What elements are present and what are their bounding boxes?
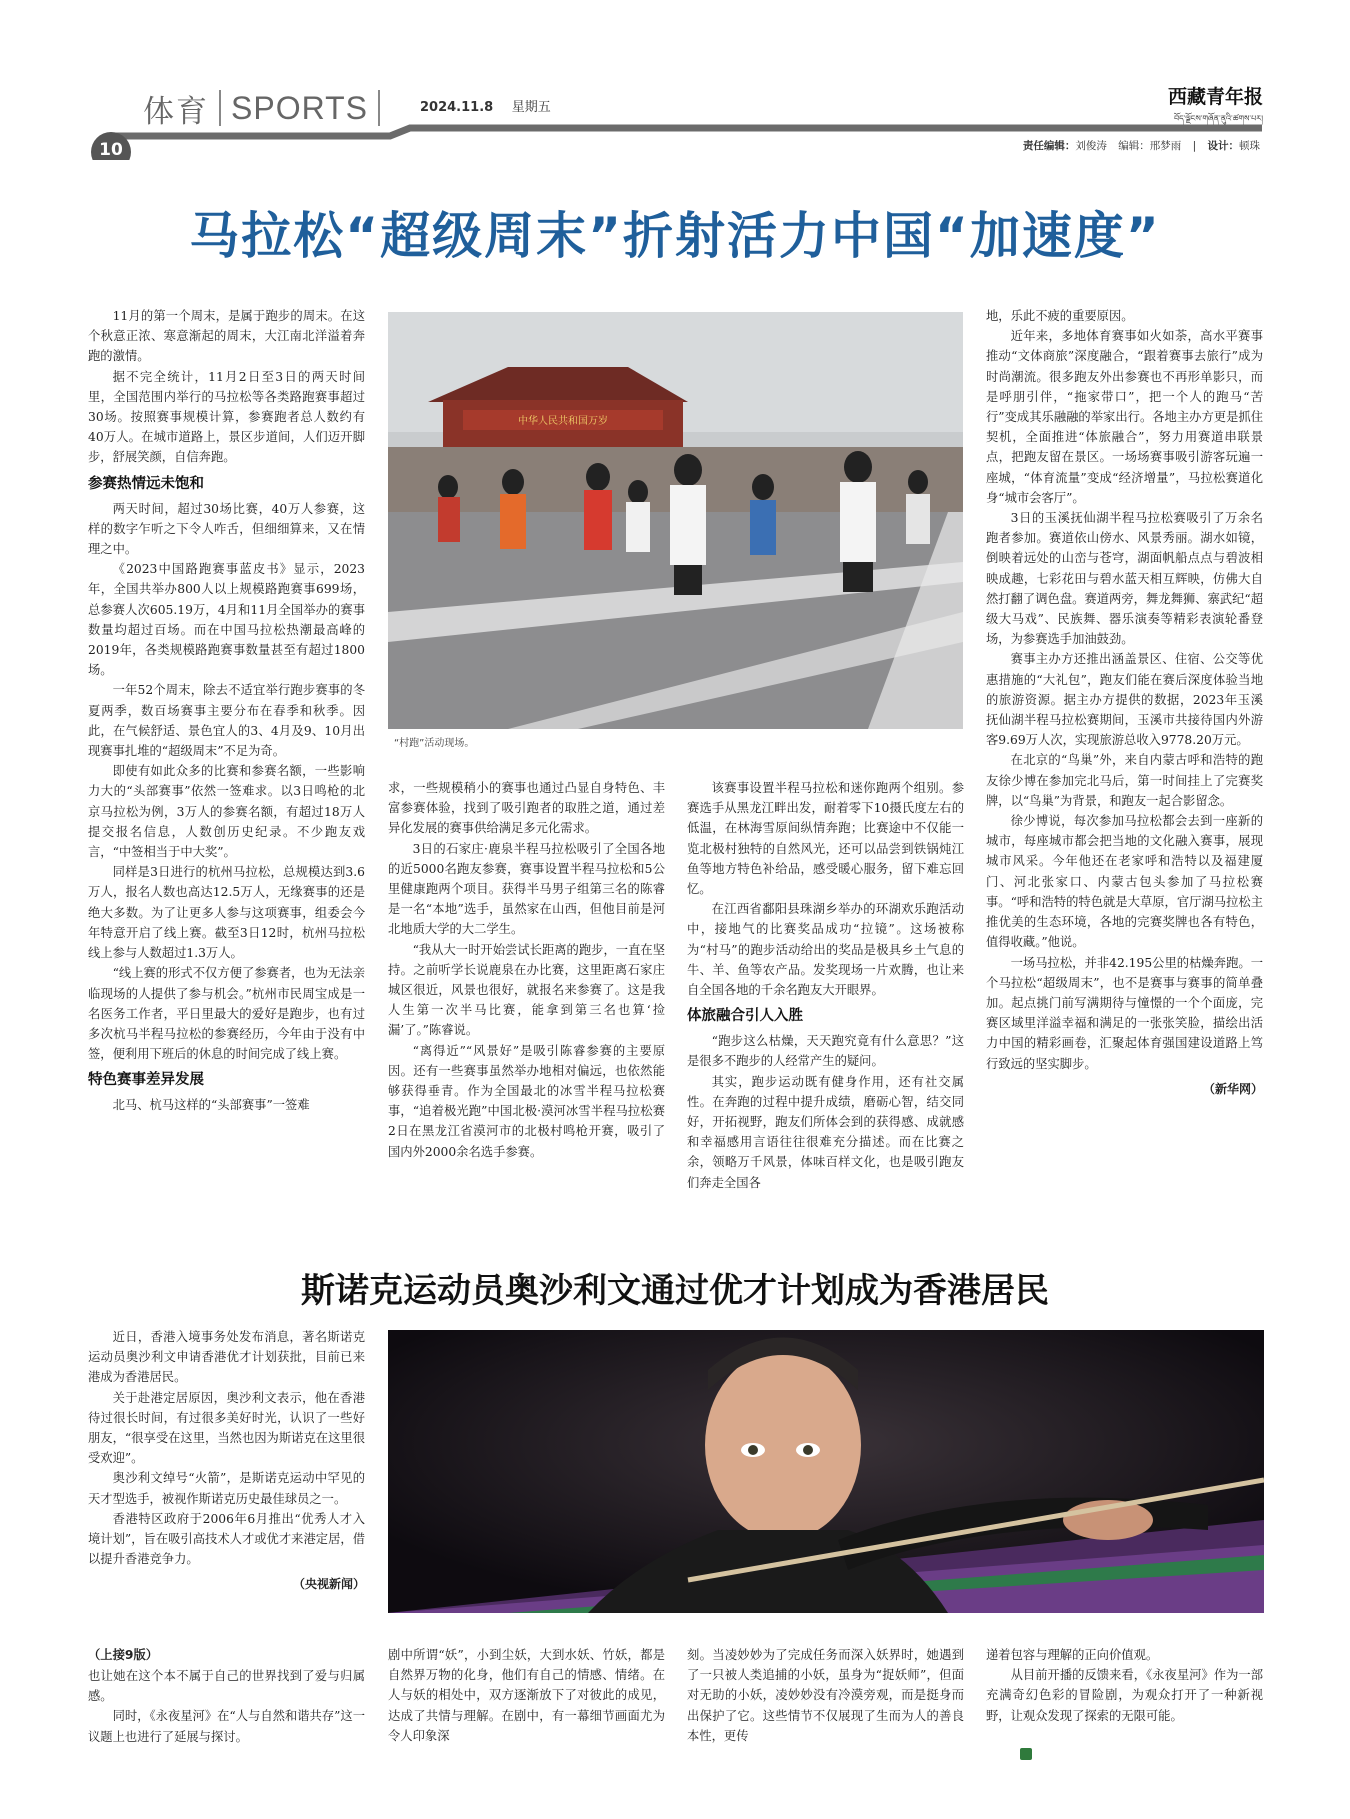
section-subhead: 体旅融合引人入胜 — [687, 1008, 803, 1025]
a3col4-body — [986, 1645, 1263, 1726]
paragraph: 赛事主办方还推出涵盖景区、住宿、公交等优惠措施的“大礼包”，跑友们能在赛后深度体验当地的旅游资源。据主办方提供的数据，2023年玉溪抚仙湖半程马拉松赛期间，玉溪市共接待国内外游客9.69万人次，实现旅游总收入9778.20万元。 — [986, 652, 1263, 748]
paragraph: 该赛事设置半程马拉松和迷你跑两个组别。参赛选手从黑龙江畔出发，耐着零下10摄氏度左右的低温，在林海雪原间纵情奔跑；比赛途中不仅能一览北极村独特的自然风光，还可以品尝到铁锅炖江鱼等地方特色补给品，感受暖心服务，留下难忘回忆。 — [687, 781, 964, 897]
paragraph: 3日的玉溪抚仙湖半程马拉松赛吸引了万余名跑者参加。赛道依山傍水、风景秀丽。湖水如镜，倒映着远处的山峦与苍穹，湖面帆船点点与碧波相映成趣，七彩花田与碧水蓝天相互辉映，仿佛大自然打翻了调色盘。赛道两旁，舞龙舞狮、寨武纪“超级大马戏”、民族舞、器乐演奏等精彩表演轮番登场，为参赛选手加油鼓劲。 — [986, 511, 1263, 647]
col4-body — [986, 306, 1263, 1074]
paragraph: 刻。当凌妙妙为了完成任务而深入妖界时，她遇到了一只被人类追捕的小妖，虽身为“捉妖师”，但面对无助的小妖，凌妙妙没有冷漠旁观，而是挺身而出保护了它。这些情节不仅展现了生而为人的善良本性，更传 — [687, 1648, 964, 1743]
paragraph: 从目前开播的反馈来看，《永夜星河》作为一部充满奇幻色彩的冒险剧，为观众打开了一种新视野，让观众发现了探索的无限可能。 — [986, 1668, 1263, 1723]
editor-label: 责任编辑： — [1022, 140, 1076, 152]
masthead — [1163, 82, 1263, 132]
paragraph: 香港特区政府于2006年6月推出“优秀人才入境计划”，旨在吸引高技术人才或优才来港定居，借以提升香港竞争力。 — [88, 1511, 365, 1567]
col2-body — [388, 778, 665, 1162]
paragraph: 同样是3日进行的杭州马拉松，总规模达到3.6万人，报名人数也高达12.5万人，无缘赛事的还是绝大多数。为了让更多人参与这项赛事，组委会今年特意开启了线上赛。截至3日12时，杭州马拉松线上参与人数超过1.3万人。 — [88, 865, 365, 961]
section-en: SPORTS — [231, 89, 368, 126]
article1-col4 — [986, 306, 1263, 1097]
paragraph: 一年52个周末，除去不适宜举行跑步赛事的冬夏两季，数百场赛事主要分布在春季和秋季。因此，在气候舒适、景色宜人的3、4月及9、10月出现赛事扎堆的“超级周末”不足为奇。 — [88, 683, 365, 759]
paragraph: 递着包容与理解的正向价值观。 — [986, 1648, 1159, 1662]
section-cn: 体育 — [143, 93, 209, 130]
editor2-label: 编辑： — [1118, 140, 1150, 152]
continued-label: （上接9版） — [88, 1648, 159, 1662]
article1-headline: 马拉松“超级周末”折射活力中国“加速度” — [189, 207, 1161, 265]
paragraph: “跑步这么枯燥，天天跑究竟有什么意思？”这是很多不跑步的人经常产生的疑问。 — [687, 1034, 964, 1069]
end-mark-icon — [1020, 1748, 1032, 1760]
paper-name: 西藏青年报 — [1167, 86, 1263, 108]
paragraph: 求，一些规模稍小的赛事也通过凸显自身特色、丰富参赛体验，找到了吸引跑者的取胜之道，通过差异化发展的赛事供给满足多元化需求。 — [388, 781, 665, 836]
article3-col1 — [88, 1666, 365, 1747]
col3-body — [687, 778, 964, 1193]
article1-col1 — [88, 306, 365, 1116]
weekday: 星期五 — [511, 100, 551, 115]
article2-text — [88, 1327, 365, 1592]
paragraph: 3日的石家庄·鹿泉半程马拉松吸引了全国各地的近5000名跑友参赛，赛事设置半程马拉松和5公里健康跑两个项目。获得半马男子组第三名的陈睿是一名“本地”选手，虽然家在山西，但他目前是河北地质大学的大二学生。 — [388, 841, 665, 937]
paper-name-tibetan: བོད་ལྗོངས་གཞོན་ནུའི་ཚགས་པར། — [1174, 114, 1263, 123]
section-subhead: 特色赛事差异发展 — [88, 1072, 204, 1089]
paragraph: 在江西省鄱阳县珠湖乡举办的环湖欢乐跑活动中，接地气的比赛奖品成功“拉镜”。这场被称为“村马”的跑步活动给出的奖品是极具乡土气息的牛、羊、鱼等农产品。发奖现场一片欢腾，也让来自全国各地的千余名跑友大开眼界。 — [687, 902, 964, 998]
paragraph: 据不完全统计，11月2日至3日的两天时间里，全国范围内举行的马拉松等各类路跑赛事超过30场。按照赛事规模计算，参赛跑者总人数约有40万人。在城市道路上，景区步道间，人们迈开脚步，舒展笑颜，自信奔跑。 — [88, 369, 365, 465]
date: 2024.11.8 — [420, 100, 494, 115]
paragraph: 近日，香港入境事务处发布消息，著名斯诺克运动员奥沙利文申请香港优才计划获批，目前已来港成为香港居民。 — [88, 1330, 365, 1385]
paragraph: “线上赛的形式不仅方便了参赛者，也为无法亲临现场的人提供了参与机会。”杭州市民周宝成是一名医务工作者，平日里最大的爱好是跑步，也有过多次杭马半程马拉松的参赛经历，今年由于没有中签，便利用下班后的休息的时间完成了线上赛。 — [88, 966, 365, 1062]
designer: 顿珠 — [1239, 140, 1260, 152]
photo-banner: 中华人民共和国万岁 — [518, 416, 608, 427]
a3col3-body — [687, 1645, 964, 1746]
col1-body — [88, 306, 365, 1116]
paragraph: 徐少博说，每次参加马拉松都会去到一座新的城市，每座城市都会把当地的文化融入赛事，展现城市风采。今年他还在老家呼和浩特以及福建厦门、河北张家口、内蒙古包头参加了马拉松赛事。“呼和浩特的特色就是大草原，官厅湖马拉松主推优美的生态环境，各地的完赛奖牌也各有特色，值得收藏。”他说。 — [986, 814, 1263, 950]
photo-caption: “村跑”活动现场。 — [394, 738, 475, 749]
editor2: 邢梦雨 — [1149, 140, 1182, 152]
article3-col2 — [388, 1645, 665, 1746]
paragraph: 同时，《永夜星河》在“人与自然和谐共存”这一议题上也进行了延展与探讨。 — [88, 1709, 365, 1744]
paragraph: 北马、杭马这样的“头部赛事”一签难 — [112, 1098, 310, 1113]
article2-source: （央视新闻） — [292, 1577, 365, 1592]
paragraph: “离得近”“风景好”是吸引陈睿参赛的主要原因。还有一些赛事虽然举办地相对偏远，也依然能够获得垂青。作为全国最北的冰雪半程马拉松赛事，“追着极光跑”中国北极·漠河冰雪半程马拉松赛2日在黑龙江省漠河市的北极村鸣枪开赛，吸引了国内外2000余名选手参赛。 — [388, 1043, 665, 1159]
paragraph: 剧中所谓“妖”，小到尘妖，大到水妖、竹妖，都是自然界万物的化身，他们有自己的情感、情绪。在人与妖的相处中，双方逐渐放下了对彼此的成见，达成了共情与理解。在剧中，有一幕细节画面尤为令人印象深 — [388, 1648, 665, 1743]
article3-col4 — [986, 1645, 1263, 1726]
paragraph: 在北京的“鸟巢”外，来自内蒙古呼和浩特的跑友徐少博在参加完北马后，第一时间挂上了完赛奖牌，以“鸟巢”为背景，和跑友一起合影留念。 — [986, 753, 1263, 808]
article2-body — [88, 1327, 365, 1569]
a3col1-body — [88, 1666, 365, 1747]
article3-col3 — [687, 1645, 964, 1746]
editor-credits: 责任编辑：刘俊涛 编辑：邢梦雨 | 设计：顿珠 — [1022, 140, 1260, 152]
article1-source: （新华网） — [1202, 1081, 1263, 1096]
section-subhead: 参赛热情远未饱和 — [88, 475, 204, 492]
a3col2-body — [388, 1645, 665, 1746]
paragraph: 近年来，多地体育赛事如火如荼，高水平赛事推动“文体商旅”深度融合，“跟着赛事去旅行”成为时尚潮流。很多跑友外出参赛也不再形单影只，而是呼朋引伴，“拖家带口”，把一个人的跑马“苦行”变成其乐融融的举家出行。各地主办方更是抓住契机，全面推进“体旅融合”，努力用赛道串联景点，把跑友留在景区。一场场赛事吸引游客玩遍一座城，“体育流量”变成“经济增量”，马拉松赛道化身“城市会客厅”。 — [986, 329, 1263, 505]
paragraph: 一场马拉松，并非42.195公里的枯燥奔跑。一个马拉松“超级周末”，也不是赛事与赛事的简单叠加。起点挑门前写满期待与憧憬的一个个面庞，完赛区域里洋溢幸福和满足的一张张笑脸，描绘出活力中国的精彩画卷，汇聚起体育强国建设道路上笃行致远的坚实脚步。 — [986, 955, 1263, 1071]
paragraph: 11月的第一个周末，是属于跑步的周末。在这个秋意正浓、寒意渐起的周末，大江南北洋溢着奔跑的激情。 — [88, 309, 365, 364]
article1-col3 — [687, 778, 964, 1193]
editor: 刘俊涛 — [1075, 140, 1107, 152]
paragraph: 地，乐此不疲的重要原因。 — [986, 309, 1134, 323]
article1-col2 — [388, 778, 665, 1162]
snooker-photo — [388, 1330, 1264, 1613]
paragraph: 也让她在这个本不属于自己的世界找到了爱与归属感。 — [88, 1669, 365, 1704]
paragraph: 其实，跑步运动既有健身作用，还有社交属性。在奔跑的过程中提升成绩，磨砺心智，结交同好，开拓视野，跑友们所体会到的获得感、成就感和幸福感用言语往往很难充分描述。而在比赛之余，领略万千风景，体味百样文化，也是吸引跑友们奔走全国各 — [687, 1074, 964, 1190]
page-number: 10 — [99, 140, 123, 160]
paragraph: 奥沙利文绰号“火箭”，是斯诺克运动中罕见的天才型选手，被视作斯诺克历史最佳球员之一。 — [88, 1471, 365, 1506]
paragraph: 两天时间，超过30场比赛，40万人参赛，这样的数字乍听之下令人咋舌，但细细算来，又在情理之中。 — [88, 501, 365, 557]
article2-headline: 斯诺克运动员奥沙利文通过优才计划成为香港居民 — [301, 1271, 1049, 1311]
paragraph: “我从大一时开始尝试长距离的跑步，一直在坚持。之前听学长说鹿泉在办比赛，这里距离石家庄城区很近，风景也很好，就报名来参赛了。这是我人生第一次半马比赛，能拿到第三名也算‘捡漏’了。”陈睿说。 — [388, 942, 665, 1038]
paragraph: 《2023中国路跑赛事蓝皮书》显示，2023年，全国共举办800人以上规模路跑赛事699场，总参赛人次605.19万，4月和11月全国举办的赛事数量均超过百场。而在中国马拉松热潮最高峰的2019年，各类规模路跑赛事数量甚至有超过1800场。 — [88, 562, 365, 678]
paragraph: 即使有如此众多的比赛和参赛名额，一些影响力大的“头部赛事”依然一签难求。以3日鸣枪的北京马拉松为例，3万人的参赛名额，有超过18万人提交报名信息，人数创历史纪录。不少跑友戏言，“中签相当于中大奖”。 — [88, 764, 365, 860]
design-label: 设计： — [1207, 140, 1239, 152]
marathon-photo — [388, 312, 963, 729]
paragraph: 关于赴港定居原因，奥沙利文表示，他在香港待过很长时间，有过很多美好时光，认识了一些好朋友，“很享受在这里，当然也因为斯诺克在这里很受欢迎”。 — [88, 1390, 365, 1466]
